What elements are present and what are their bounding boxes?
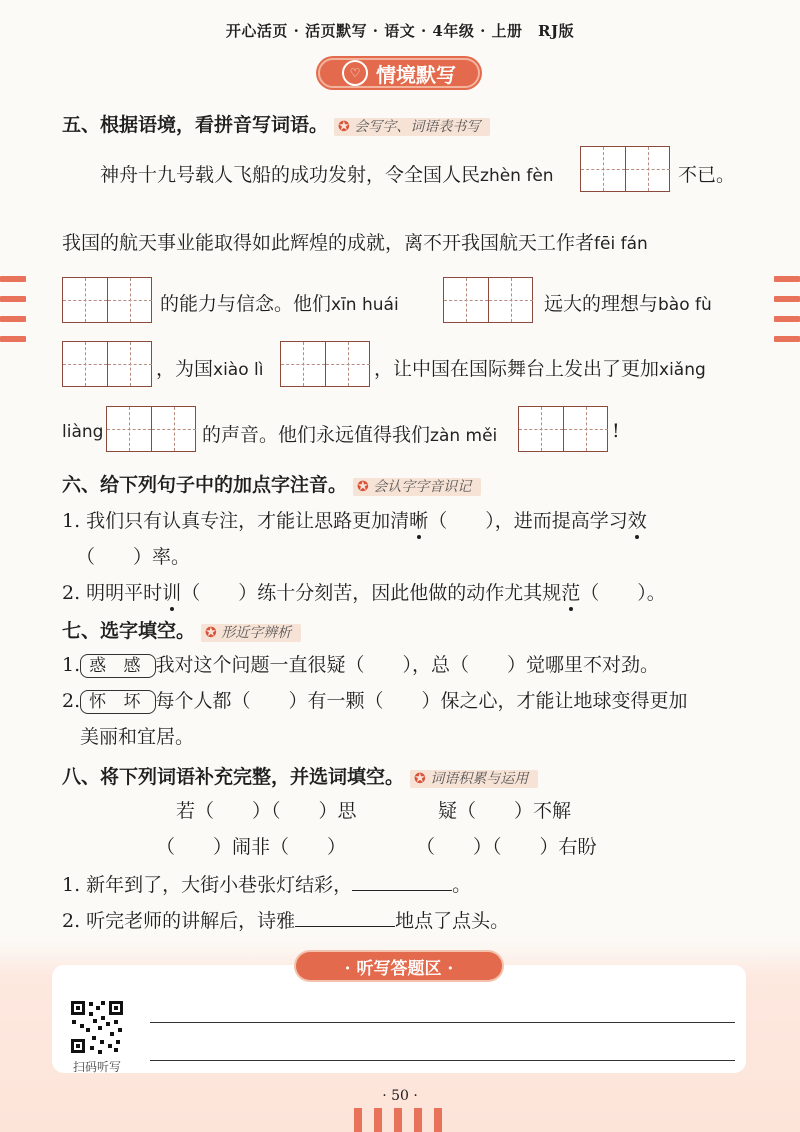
write-line[interactable] [150,1022,735,1023]
write-line[interactable] [150,1060,735,1061]
s7-q2: 2. 怀 坏 每个人都（ ）有一颗（ ）保之心，才能让地球变得更加 [62,690,688,712]
side-tab-left [0,336,26,342]
side-tab-left [0,316,26,322]
s7-q1: 1. 惑 感 我对这个问题一直很疑（ ），总（ ）觉哪里不对劲。 [62,654,660,676]
idiom-3: （ ）闹非（ ） [156,836,347,858]
side-tab-right [774,316,800,322]
side-tab-left [0,296,26,302]
star-icon: ✪ [414,771,426,787]
s8-q2: 2. 听完老师的讲解后，诗雅 地点了点头。 [62,910,510,932]
star-icon: ✪ [205,625,217,641]
s7-q2-cont: 美丽和宜居。 [80,726,195,748]
section8-heading: 八、将下列词语补充完整，并选词填空。 ✪ 词语积累与运用 [62,762,538,789]
s5-line2: 我国的航天事业能取得如此辉煌的成就，离不开我国航天工作者fēi fán [62,232,648,254]
writing-grid[interactable] [443,277,533,323]
s6-q2: 2. 明明平时训（ ）练十分刻苦，因此他做的动作尤其规范（ ）。 [62,582,666,604]
s5-line5b: ! [612,420,620,442]
skill-tag: ✪ 会写字、词语表书写 [334,118,490,136]
section6-heading: 六、给下列句子中的加点字注音。 ✪ 会认字字音识记 [62,470,481,497]
s5-line5a: 的声音。他们永远值得我们zàn měi [202,424,498,446]
writing-grid[interactable] [62,341,152,387]
skill-tag: ✪ 词语积累与运用 [410,770,538,788]
s8-q1: 1. 新年到了，大街小巷张灯结彩， 。 [62,874,472,896]
s6-q1: 1. 我们只有认真专注，才能让思路更加清晰（ ），进而提高学习效 [62,510,647,532]
side-tab-left [0,276,26,282]
writing-grid[interactable] [580,146,670,192]
bottom-tab [414,1108,422,1132]
s5-line1: 神舟十九号载人飞船的成功发射，令全国人民zhèn fèn [100,164,554,186]
banner-title: 情境默写 [376,62,456,87]
writing-grid[interactable] [518,406,608,452]
dictation-title: · 听写答题区 · [296,952,502,980]
side-tab-right [774,336,800,342]
idiom-2: 疑（ ）不解 [438,800,572,822]
section-banner [318,58,480,88]
s5-line1-end: 不已。 [678,164,736,186]
star-icon: ✪ [357,479,369,495]
writing-grid[interactable] [106,406,196,452]
writing-grid[interactable] [280,341,370,387]
writing-grid[interactable] [62,277,152,323]
s5-line3b: 远大的理想与bào fù [544,293,712,315]
s5-line5-pinyin: liàng [62,422,104,442]
choice-pill: 怀 坏 [80,690,155,714]
star-icon: ✪ [338,119,350,135]
side-tab-right [774,296,800,302]
qr-code-icon[interactable] [68,998,126,1056]
s6-q1-cont: （ ）率。 [76,546,191,568]
s5-line3a: 的能力与信念。他们xīn huái [160,293,399,315]
side-tab-right [774,276,800,282]
choice-pill: 惑 感 [80,654,155,678]
skill-tag: ✪ 形近字辨析 [201,624,301,642]
skill-tag: ✪ 会认字字音识记 [353,478,481,496]
page-header: 开心活页 · 活页默写 · 语文 · 4年级 · 上册 RJ版 [225,22,575,40]
section7-heading: 七、选字填空。 ✪ 形近字辨析 [62,616,301,643]
s5-line4b: ，让中国在国际舞台上发出了更加xiǎng [374,358,706,380]
idiom-1: 若（ ）（ ）思 [176,800,357,822]
bottom-tab [354,1108,362,1132]
idiom-4: （ ）（ ）右盼 [416,836,597,858]
bottom-tab [394,1108,402,1132]
s5-line4a: ，为国xiào lì [156,358,264,380]
answer-blank[interactable] [295,908,395,927]
heart-icon: ♡ [342,60,368,86]
bottom-tab [434,1108,442,1132]
qr-label: 扫码听写 [72,1060,121,1074]
section5-heading: 五、根据语境，看拼音写词语。 ✪ 会写字、词语表书写 [62,110,490,137]
answer-blank[interactable] [352,872,452,891]
page-number: · 50 · [382,1088,418,1104]
bottom-tab [374,1108,382,1132]
dictation-panel [52,965,746,1073]
